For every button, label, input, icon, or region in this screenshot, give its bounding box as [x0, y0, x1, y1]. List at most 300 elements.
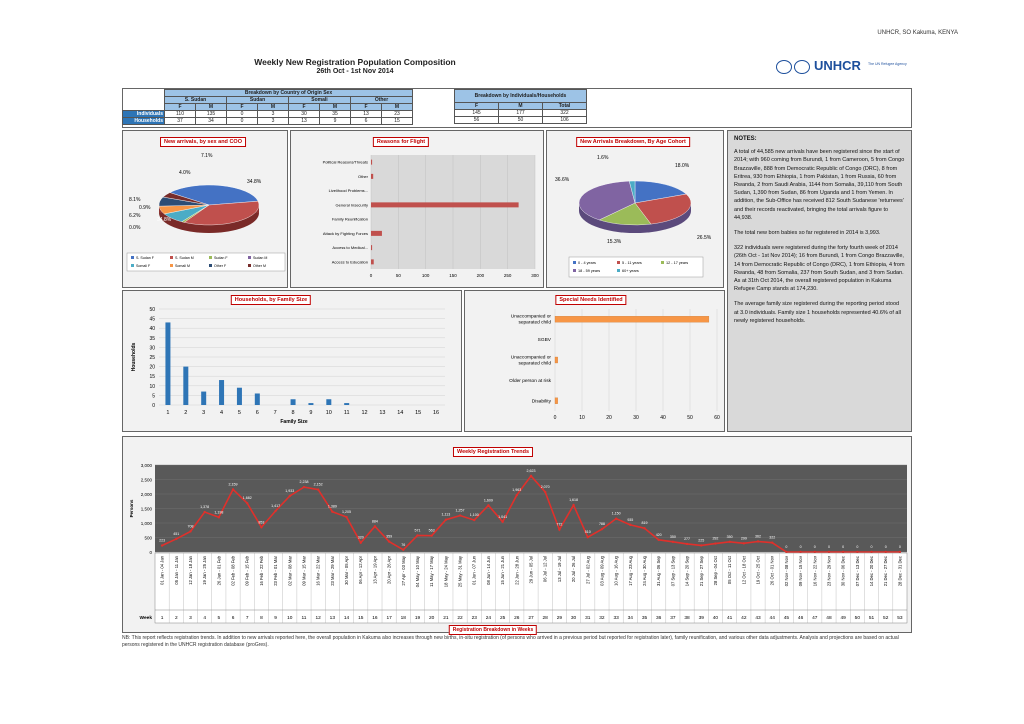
- x-tick-label: 14: [397, 410, 404, 416]
- bar: [344, 403, 349, 405]
- bar: [326, 399, 331, 405]
- date-label: 23 Feb - 01 Mar: [273, 556, 279, 586]
- legend-label: S. Sudan M: [175, 256, 194, 260]
- special-title: Special Needs Identified: [555, 295, 626, 305]
- date-label: 31 Aug - 06 Sep: [656, 556, 662, 587]
- group-header: S. Sudan: [165, 97, 227, 104]
- category-label: General Insecurity: [335, 202, 368, 208]
- date-label: 21 Sep - 27 Sep: [698, 556, 704, 587]
- week-label: 29: [556, 616, 563, 621]
- week-label: 13: [329, 616, 336, 621]
- week-label: 52: [883, 616, 889, 621]
- week-label: 38: [684, 616, 690, 621]
- data-label: 0: [898, 545, 901, 549]
- legend-swatch: [170, 264, 173, 267]
- week-label: 23: [471, 616, 477, 621]
- pie-label: 34.8%: [247, 179, 262, 185]
- group-header: Other: [351, 97, 413, 104]
- y-axis-title: Persons: [129, 499, 134, 518]
- data-point: [643, 527, 645, 529]
- date-label: 09 Feb - 15 Feb: [244, 556, 250, 586]
- pie-label: 18.0%: [675, 163, 690, 169]
- data-label: 277: [684, 536, 691, 541]
- data-point: [388, 540, 390, 542]
- hh-header: Total: [543, 103, 587, 110]
- y-tick-label: 50: [149, 307, 155, 313]
- sex-header: F: [227, 104, 258, 111]
- bar: [371, 160, 372, 165]
- table-cell: 13: [289, 118, 320, 125]
- data-point: [445, 519, 447, 521]
- category-label: Access to Medical...: [332, 245, 368, 251]
- data-point: [516, 494, 518, 496]
- week-label: 17: [386, 616, 392, 621]
- data-point: [274, 510, 276, 512]
- y-tick-label: 15: [149, 374, 155, 381]
- data-point: [487, 504, 489, 506]
- week-label: 49: [840, 616, 846, 621]
- category-label: Access to Education: [331, 259, 368, 265]
- trend-panel: [122, 436, 912, 633]
- date-label: 09 Mar - 15 Mar: [301, 556, 307, 586]
- data-point: [771, 541, 773, 543]
- legend-label: Other F: [214, 264, 227, 268]
- category-label: Unaccompanied or: [510, 355, 551, 361]
- table-row: [455, 117, 587, 124]
- data-label: 571: [414, 528, 421, 533]
- legend-swatch: [617, 261, 620, 264]
- reasons-chart: [291, 131, 545, 289]
- week-label: 18: [400, 616, 406, 621]
- date-label: 25 May - 31 May: [457, 556, 463, 588]
- date-label: 22 Jun - 28 Jun: [514, 556, 520, 585]
- sex-header: M: [196, 104, 227, 111]
- data-label: 0: [799, 545, 802, 549]
- date-label: 02 Nov - 08 Nov: [783, 556, 789, 587]
- data-point: [728, 541, 730, 543]
- table-cell: 135: [196, 111, 227, 118]
- date-label: 16 Mar - 22 Mar: [315, 556, 321, 586]
- week-label: 9: [274, 616, 277, 621]
- date-label: 05 Oct - 11 Oct: [727, 556, 733, 585]
- data-point: [615, 517, 617, 519]
- x-tick-label: 40: [660, 415, 666, 421]
- date-label: 24 Aug - 30 Aug: [642, 556, 648, 586]
- legend-swatch: [209, 264, 212, 267]
- data-label: 1,100: [469, 513, 479, 518]
- date-label: 16 Nov - 22 Nov: [812, 556, 818, 587]
- logo-tagline: The UN Refugee Agency: [868, 62, 907, 66]
- row-label: Households: [123, 118, 165, 125]
- individuals-households-table: [454, 89, 587, 124]
- week-label: 44: [769, 616, 775, 621]
- pie-label: 26.5%: [697, 235, 712, 241]
- data-label: 0: [884, 545, 887, 549]
- date-label: 02 Feb - 08 Feb: [230, 556, 236, 586]
- data-point: [501, 521, 503, 523]
- data-label: 76: [401, 542, 406, 547]
- data-point: [558, 528, 560, 530]
- x-tick-label: 200: [476, 273, 485, 278]
- trend-title: Weekly Registration Trends: [453, 447, 533, 457]
- data-label: 1,618: [569, 498, 579, 503]
- data-point: [360, 542, 362, 544]
- date-label: 13 Jul - 19 Jul: [556, 556, 562, 583]
- week-label: 21: [443, 616, 449, 621]
- week-label: 20: [429, 616, 435, 621]
- data-label: 451: [173, 531, 180, 536]
- bar: [371, 231, 382, 236]
- date-label: 02 Mar - 08 Mar: [287, 556, 293, 586]
- trend-footer-title: Registration Breakdown in Weeks: [449, 625, 537, 635]
- legend-label: 60+ years: [622, 269, 639, 273]
- sex-header: M: [258, 104, 289, 111]
- table-cell: 35: [320, 111, 351, 118]
- sex-header: M: [382, 104, 413, 111]
- x-axis-title: Family Size: [280, 419, 308, 425]
- x-tick-label: 16: [433, 410, 440, 416]
- week-label: 45: [783, 616, 790, 621]
- x-tick-label: 4: [220, 410, 224, 416]
- table-cell: 13: [351, 111, 382, 118]
- week-label: 5: [217, 616, 221, 621]
- week-label: 48: [826, 616, 832, 621]
- x-tick-label: 8: [291, 410, 295, 416]
- table-cell: 3: [258, 111, 289, 118]
- legend-swatch: [248, 256, 251, 259]
- category-label: Family Reunification: [331, 216, 368, 222]
- date-label: 07 Dec - 13 Dec: [854, 556, 860, 587]
- data-label: 359: [386, 534, 393, 539]
- data-label: 1,198: [214, 510, 224, 515]
- bar: [555, 357, 558, 363]
- hh-table-title: Breakdown by Individuals/Households: [455, 90, 587, 103]
- legend-swatch: [170, 256, 173, 259]
- data-label: 2,623: [526, 468, 536, 473]
- x-tick-label: 7: [273, 410, 277, 416]
- country-of-origin-table: [122, 89, 413, 125]
- country-table-wrap: [122, 89, 413, 125]
- date-label: 21 Dec - 27 Dec: [883, 556, 889, 587]
- legend-label: S. Sudan F: [136, 256, 154, 260]
- legend-swatch: [209, 256, 212, 259]
- date-label: 18 May - 24 May: [443, 556, 449, 588]
- week-label: 37: [670, 616, 676, 621]
- week-label: 35: [641, 616, 648, 621]
- sex-header: F: [351, 104, 382, 111]
- date-label: 27 Jul - 02 Aug: [585, 556, 591, 584]
- week-label: 34: [627, 616, 633, 621]
- legend-label: 18 - 59 years: [578, 269, 601, 273]
- week-label: 36: [656, 616, 662, 621]
- logo-wordmark: UNHCR: [814, 58, 861, 73]
- bar: [555, 398, 558, 404]
- data-label: 563: [428, 528, 435, 533]
- category-label: SGBV: [537, 338, 551, 344]
- data-label: 1,682: [242, 496, 252, 501]
- week-label: 50: [854, 616, 861, 621]
- table-cell: 145: [455, 110, 499, 117]
- legend-label: 0 - 4 years: [578, 261, 596, 265]
- sex-header: F: [165, 104, 196, 111]
- data-point: [601, 528, 603, 530]
- y-axis-title: Households: [131, 342, 137, 372]
- organization-label: UNHCR, SO Kakuma, KENYA: [877, 30, 958, 36]
- data-label: 2,152: [313, 482, 323, 487]
- y-tick-label: 20: [149, 364, 155, 371]
- week-label: 41: [726, 616, 733, 621]
- x-tick-label: 300: [531, 273, 539, 278]
- date-label: 12 Oct - 18 Oct: [741, 556, 747, 585]
- x-tick-label: 2: [184, 410, 188, 416]
- week-label: 1: [160, 616, 164, 621]
- pie-label: 1.6%: [597, 155, 609, 161]
- week-label: 7: [245, 616, 249, 621]
- table-cell: 322: [543, 110, 587, 117]
- x-tick-label: 10: [325, 410, 332, 416]
- notes-paragraph: The total new born babies so far registered in 2014 is 3,993.: [734, 230, 881, 237]
- data-point: [714, 542, 716, 544]
- hh-header: M: [499, 103, 543, 110]
- coo-pie-panel: [122, 130, 288, 288]
- week-label: 46: [797, 616, 804, 621]
- y-tick-label: 0: [149, 550, 152, 555]
- y-tick-label: 10: [149, 383, 155, 390]
- data-label: 884: [371, 519, 378, 524]
- data-label: 1,609: [483, 498, 493, 503]
- legend-swatch: [573, 261, 576, 264]
- category-label: Disability: [531, 399, 551, 405]
- data-label: 1,257: [455, 508, 465, 513]
- pie-label: 6.2%: [129, 213, 141, 219]
- x-tick-label: 20: [606, 415, 612, 421]
- hh-table-wrap: [454, 89, 587, 124]
- pie-label: 0.9%: [139, 205, 151, 211]
- table-cell: 15: [382, 118, 413, 125]
- legend-label: Somali F: [136, 264, 151, 268]
- week-label: 2: [174, 616, 178, 621]
- x-tick-label: 9: [309, 410, 313, 416]
- trend-chart: [123, 437, 913, 634]
- table-cell: 106: [543, 117, 587, 124]
- table-row: [123, 111, 413, 118]
- data-label: 0: [813, 545, 816, 549]
- week-label: 3: [189, 616, 192, 621]
- date-label: 07 Sep - 13 Sep: [670, 556, 676, 587]
- table-cell: 3: [258, 118, 289, 125]
- x-tick-label: 0: [553, 415, 557, 421]
- date-label: 14 Sep - 20 Sep: [684, 556, 690, 587]
- data-point: [232, 488, 234, 490]
- x-tick-label: 50: [395, 273, 401, 278]
- table-cell: 56: [455, 117, 499, 124]
- row-label: Individuals: [123, 111, 165, 118]
- page-subtitle: 26th Oct - 1st Nov 2014: [316, 68, 394, 75]
- data-label: 1,113: [441, 512, 451, 517]
- data-point: [757, 540, 759, 542]
- week-label: 43: [755, 616, 761, 621]
- date-label: 23 Nov - 29 Nov: [826, 556, 832, 587]
- data-label: 1,417: [271, 503, 281, 508]
- category-label: Livelihood Problems...: [328, 188, 368, 194]
- bar: [165, 322, 170, 405]
- data-label: 362: [755, 534, 762, 539]
- table-cell: 37: [165, 118, 196, 125]
- legend-swatch: [661, 261, 664, 264]
- data-label: 350: [669, 534, 676, 539]
- data-label: 935: [627, 517, 634, 522]
- legend-box: [569, 257, 703, 277]
- data-point: [473, 519, 475, 521]
- x-tick-label: 5: [237, 410, 241, 416]
- data-point: [303, 486, 305, 488]
- legend-label: Other M: [253, 264, 266, 268]
- category-label: Unaccompanied or: [510, 314, 551, 320]
- x-tick-label: 50: [687, 415, 693, 421]
- date-label: 01 Jun - 07 Jun: [471, 556, 477, 585]
- data-point: [672, 541, 674, 543]
- table-cell: 34: [196, 118, 227, 125]
- data-point: [317, 488, 319, 490]
- date-label: 17 Aug - 23 Aug: [627, 556, 633, 586]
- x-tick-label: 0: [369, 273, 373, 278]
- week-label: 25: [499, 616, 506, 621]
- data-point: [430, 534, 432, 536]
- data-point: [175, 538, 177, 540]
- x-tick-label: 12: [361, 410, 368, 416]
- data-point: [459, 514, 461, 516]
- y-tick-label: 3,000: [140, 463, 152, 468]
- table-cell: 9: [320, 118, 351, 125]
- data-point: [657, 539, 659, 541]
- data-label: 320: [357, 535, 364, 540]
- date-label: 09 Nov - 15 Nov: [798, 556, 804, 587]
- table-cell: 23: [382, 111, 413, 118]
- legend-label: Somali M: [175, 264, 190, 268]
- date-label: 10 Aug - 16 Aug: [613, 556, 619, 586]
- date-label: 16 Feb - 22 Feb: [258, 556, 264, 586]
- x-tick-label: 100: [421, 273, 430, 278]
- y-tick-label: 1,500: [140, 506, 152, 512]
- data-point: [530, 475, 532, 477]
- data-label: 1,389: [327, 504, 337, 509]
- data-point: [331, 511, 333, 513]
- data-label: 708: [187, 524, 194, 529]
- data-point: [402, 549, 404, 551]
- data-label: 772: [556, 522, 563, 527]
- table-cell: 6: [351, 118, 382, 125]
- country-table-title: Breakdown by Country of Origin Sex: [165, 90, 413, 97]
- data-label: 223: [159, 538, 166, 543]
- y-tick-label: 30: [149, 345, 155, 352]
- table-row: [123, 118, 413, 125]
- data-label: 299: [740, 536, 747, 541]
- date-label: 13 Apr - 19 Apr: [372, 556, 378, 584]
- data-point: [161, 544, 163, 546]
- date-label: 06 Jul - 12 Jul: [542, 556, 548, 583]
- y-tick-label: 45: [149, 316, 155, 323]
- data-label: 788: [598, 522, 605, 527]
- date-label: 01 Jan - 04 Jan: [159, 556, 165, 585]
- week-label: 26: [514, 616, 520, 621]
- date-label: 14 Dec - 20 Dec: [869, 556, 875, 587]
- data-point: [416, 534, 418, 536]
- date-label: 30 Mar - 05 Apr: [344, 556, 350, 585]
- special-needs-chart: [465, 291, 726, 433]
- date-label: 06 Apr - 12 Apr: [358, 556, 364, 584]
- data-label: 2,070: [540, 484, 550, 489]
- data-label: 1,933: [285, 488, 295, 493]
- notes-paragraph: The average family size registered during the reporting period stood at 3.0 individuals. Family size 1 households represented 40.6% of all newly registered households.: [734, 301, 901, 324]
- category-label: Political Reasons/Threats: [322, 159, 368, 165]
- date-label: 12 Jan - 18 Jan: [187, 556, 193, 585]
- date-label: 28 Sep - 04 Oct: [712, 556, 718, 586]
- special-needs-panel: [464, 290, 725, 432]
- y-tick-label: 35: [149, 335, 155, 342]
- category-label: Attack by Fighting Forces: [322, 230, 368, 236]
- x-tick-label: 150: [449, 273, 457, 278]
- week-label: 16: [372, 616, 378, 621]
- date-label: 04 May - 10 May: [414, 556, 420, 588]
- week-label: 24: [485, 616, 492, 621]
- data-label: 819: [641, 521, 648, 526]
- legend-swatch: [131, 256, 134, 259]
- age-panel: [546, 130, 724, 288]
- date-label: 29 Jun - 05 Jul: [528, 556, 534, 584]
- family-icon: [794, 60, 810, 74]
- notes-paragraph: 322 individuals were registered during the forty fourth week of 2014 (26th Oct - 1st Nov 2014); 16 from Burundi, 1 from Congo Brazzaville, 14 from Democratic Republic of Congo (DRC), 1 from Ethiopia, 4 from Rwanda, 48 from Somalia, 237 from South Sudan, and 3 from Sudan. As at 31th Oct 2014, the overall registered population in Kakuma Refugee Camp stands at 174,230.: [734, 245, 905, 293]
- reasons-title: Reasons for Flight: [373, 137, 429, 147]
- date-label: 15 Jun - 21 Jun: [500, 556, 506, 585]
- x-tick-label: 11: [343, 410, 350, 416]
- sex-header: F: [289, 104, 320, 111]
- bar: [291, 399, 296, 405]
- data-label: 853: [258, 520, 265, 525]
- date-label: 08 Jun - 14 Jun: [485, 556, 491, 585]
- group-header: Somali: [289, 97, 351, 104]
- date-label: 23 Mar - 29 Mar: [329, 556, 335, 586]
- data-label: 0: [842, 545, 845, 549]
- data-label: 292: [712, 536, 719, 541]
- bar: [219, 380, 224, 405]
- date-label: 19 Oct - 25 Oct: [755, 556, 761, 585]
- notes-panel: [727, 130, 912, 432]
- week-label: 53: [897, 616, 903, 621]
- y-tick-label: 500: [144, 535, 152, 541]
- x-tick-label: 1: [166, 410, 170, 416]
- week-row-title: Week: [139, 616, 152, 621]
- week-label: 33: [613, 616, 619, 621]
- y-tick-label: 0: [152, 403, 155, 409]
- week-label: 11: [301, 616, 307, 621]
- sex-header: M: [320, 104, 351, 111]
- data-label: 350: [726, 534, 733, 539]
- date-label: 03 Aug - 09 Aug: [599, 556, 605, 586]
- x-tick-label: 15: [415, 410, 422, 416]
- legend-label: 5 - 11 years: [622, 261, 642, 265]
- data-point: [189, 530, 191, 532]
- legend-swatch: [617, 269, 620, 272]
- date-label: 19 Jan - 25 Jan: [202, 556, 208, 585]
- week-label: 31: [585, 616, 591, 621]
- data-point: [544, 491, 546, 493]
- x-tick-label: 6: [255, 410, 259, 416]
- reasons-panel: [290, 130, 544, 288]
- data-point: [203, 511, 205, 513]
- data-point: [246, 502, 248, 504]
- week-label: 14: [343, 616, 350, 621]
- table-cell: 177: [499, 110, 543, 117]
